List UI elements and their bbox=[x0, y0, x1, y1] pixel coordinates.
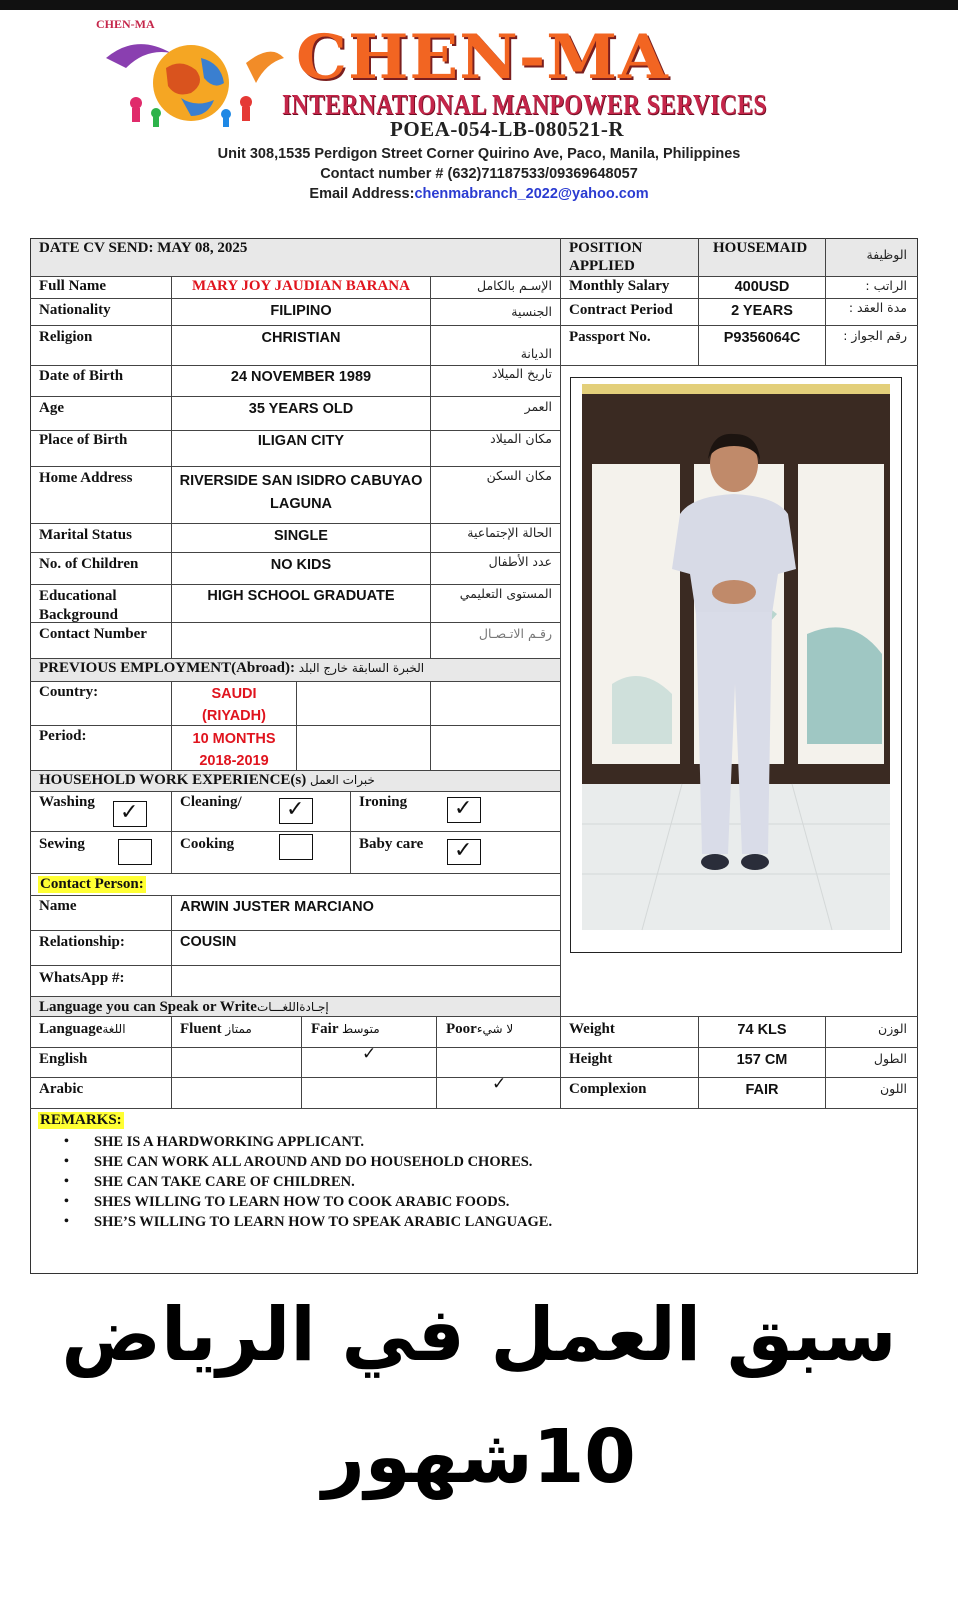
education-label: Educational Background bbox=[39, 588, 118, 623]
contract-value: 2 YEARS bbox=[731, 303, 793, 319]
sewing-label: Sewing bbox=[39, 836, 85, 852]
company-address: Unit 308,1535 Perdigon Street Corner Quirino Ave, Paco, Manila, Philippines bbox=[217, 146, 741, 162]
logo-ring-text: CHEN-MA bbox=[96, 17, 155, 31]
remarks-title: REMARKS: bbox=[40, 1112, 122, 1128]
place-of-birth-label: Place of Birth bbox=[39, 432, 128, 448]
language-title-en: Language you can Speak or Write bbox=[39, 999, 257, 1015]
fair-col-header: Fair متوسط bbox=[311, 1021, 380, 1037]
passport-value: P9356064C bbox=[723, 330, 801, 346]
full-name-value: MARY JOY JAUDIAN BARANA bbox=[192, 278, 410, 294]
children-ar: عدد الأطفال bbox=[488, 554, 552, 569]
weight-label: Weight bbox=[569, 1021, 615, 1037]
country-label: Country: bbox=[39, 684, 99, 700]
washing-checkbox[interactable]: ✓ bbox=[113, 801, 147, 827]
remark-item: • SHE CAN TAKE CARE OF CHILDREN. bbox=[64, 1172, 552, 1192]
position-applied-value: HOUSEMAID bbox=[713, 240, 808, 256]
household-title-ar: خبرات العمل bbox=[310, 773, 375, 787]
full-name-label: Full Name bbox=[39, 278, 107, 294]
company-logo-globe bbox=[96, 17, 286, 128]
date-cv-sent: DATE CV SEND: MAY 08, 2025 bbox=[39, 240, 248, 256]
contract-ar: مدة العقد : bbox=[848, 300, 907, 315]
prev-employment-title-en: PREVIOUS EMPLOYMENT(Abroad): bbox=[39, 660, 295, 676]
period-label: Period: bbox=[39, 728, 87, 744]
home-address-ar: مكان السكن bbox=[486, 468, 552, 483]
contact-person-title: Contact Person: bbox=[40, 876, 144, 892]
remark-item: • SHES WILLING TO LEARN HOW TO COOK ARABIC FOODS. bbox=[64, 1192, 552, 1212]
cooking-checkbox[interactable] bbox=[279, 834, 313, 860]
language-title-ar: إجـادةاللغـــات bbox=[256, 1000, 329, 1014]
prev-employment-title bbox=[39, 660, 424, 677]
language-title bbox=[39, 999, 329, 1016]
whatsapp-label: WhatsApp #: bbox=[39, 970, 125, 986]
footer-arabic-line-1: سبق العمل في الرياض bbox=[61, 1292, 897, 1378]
age-ar: العمر bbox=[524, 399, 552, 414]
complexion-label: Complexion bbox=[569, 1081, 647, 1097]
remarks-list bbox=[64, 1132, 552, 1232]
religion-label: Religion bbox=[39, 329, 93, 345]
sewing-checkbox[interactable] bbox=[118, 839, 152, 865]
company-email-line bbox=[0, 186, 958, 202]
arabic-row-label: Arabic bbox=[39, 1081, 84, 1097]
complexion-ar: اللون bbox=[879, 1081, 907, 1096]
education-ar: المستوى التعليمي bbox=[459, 586, 552, 601]
date-of-birth-ar: تاريخ الميلاد bbox=[491, 366, 552, 381]
weight-value: 74 KLS bbox=[737, 1022, 787, 1038]
washing-label: Washing bbox=[39, 794, 95, 810]
cleaning-checkbox[interactable]: ✓ bbox=[279, 798, 313, 824]
position-applied-ar: الوظيفة bbox=[866, 247, 907, 262]
salary-label: Monthly Salary bbox=[569, 278, 670, 294]
english-row-label: English bbox=[39, 1051, 88, 1067]
email-link[interactable]: chenmabranch_2022@yahoo.com bbox=[414, 186, 649, 202]
footer-arabic-line-2: 10شهور bbox=[322, 1414, 636, 1500]
company-brand-name: CHEN-MA bbox=[296, 21, 669, 94]
fluent-col-header: Fluent ممتاز bbox=[180, 1021, 252, 1037]
poea-license: POEA-054-LB-080521-R bbox=[390, 117, 624, 141]
marital-status-label: Marital Status bbox=[39, 527, 132, 543]
contact-name-label: Name bbox=[39, 898, 77, 914]
education-value: HIGH SCHOOL GRADUATE bbox=[207, 588, 395, 604]
country-value: SAUDI (RIYADH) bbox=[202, 686, 266, 724]
relationship-label: Relationship: bbox=[39, 934, 125, 950]
nationality-value: FILIPINO bbox=[270, 303, 332, 319]
children-label: No. of Children bbox=[39, 556, 139, 572]
place-of-birth-ar: مكان الميلاد bbox=[490, 431, 552, 446]
contact-name-value: ARWIN JUSTER MARCIANO bbox=[180, 899, 374, 915]
religion-ar: الديانة bbox=[520, 346, 552, 361]
marital-status-value: SINGLE bbox=[274, 528, 328, 544]
salary-ar: الراتب : bbox=[865, 278, 907, 293]
prev-employment-title-ar: الخبرة السابقة خارج البلد bbox=[298, 661, 425, 675]
ironing-checkbox[interactable]: ✓ bbox=[447, 797, 481, 823]
full-name-ar: الإسـم بالكامل bbox=[477, 278, 552, 293]
place-of-birth-value: ILIGAN CITY bbox=[257, 433, 345, 449]
household-title-en: HOUSEHOLD WORK EXPERIENCE(s) bbox=[39, 772, 307, 788]
children-value: NO KIDS bbox=[270, 557, 332, 573]
company-contact-number: Contact number # (632)71187533/09369648057 bbox=[320, 166, 638, 182]
height-ar: الطول bbox=[873, 1051, 907, 1066]
passport-label: Passport No. bbox=[569, 329, 651, 345]
remark-item: • SHE IS A HARDWORKING APPLICANT. bbox=[64, 1132, 552, 1152]
contract-label: Contract Period bbox=[569, 302, 673, 318]
contact-number-label: Contact Number bbox=[39, 626, 147, 642]
date-of-birth-value: 24 NOVEMBER 1989 bbox=[230, 369, 372, 385]
home-address-value: RIVERSIDE SAN ISIDRO CABUYAO LAGUNA bbox=[179, 473, 423, 512]
household-title bbox=[39, 772, 375, 789]
remark-item: • SHE’S WILLING TO LEARN HOW TO SPEAK ARABIC LANGUAGE. bbox=[64, 1212, 552, 1232]
marital-status-ar: الحالة الإجتماعية bbox=[467, 525, 552, 540]
arabic-poor-mark: ✓ bbox=[492, 1074, 507, 1094]
position-applied-label: POSITION APPLIED bbox=[569, 240, 643, 274]
salary-value: 400USD bbox=[734, 279, 790, 295]
english-fair-mark: ✓ bbox=[362, 1044, 377, 1064]
passport-ar: رقم الجواز : bbox=[843, 328, 907, 343]
baby-care-label: Baby care bbox=[359, 836, 424, 852]
ironing-label: Ironing bbox=[359, 794, 408, 810]
height-value: 157 CM bbox=[736, 1052, 788, 1068]
remark-item: • SHE CAN WORK ALL AROUND AND DO HOUSEHOLD CHORES. bbox=[64, 1152, 552, 1172]
top-black-bar bbox=[0, 0, 958, 10]
cleaning-label: Cleaning/ bbox=[180, 794, 242, 810]
religion-value: CHRISTIAN bbox=[261, 330, 341, 346]
cooking-label: Cooking bbox=[180, 836, 235, 852]
period-value: 10 MONTHS 2018-2019 bbox=[192, 731, 276, 769]
poor-col-header: Poorلا شيء bbox=[446, 1021, 514, 1037]
home-address-label: Home Address bbox=[39, 470, 133, 486]
applicant-photo bbox=[582, 384, 890, 930]
height-label: Height bbox=[569, 1051, 613, 1067]
relationship-value: COUSIN bbox=[180, 934, 237, 950]
company-subtitle: INTERNATIONAL MANPOWER SERVICES bbox=[282, 90, 767, 121]
nationality-label: Nationality bbox=[39, 302, 111, 318]
age-label: Age bbox=[39, 400, 64, 416]
nationality-ar: الجنسية bbox=[511, 304, 552, 319]
age-value: 35 YEARS OLD bbox=[248, 401, 354, 417]
email-label: Email Address: bbox=[309, 186, 415, 202]
language-col-header: Languageاللغة bbox=[39, 1021, 126, 1037]
weight-ar: الوزن bbox=[878, 1021, 907, 1036]
contact-number-ar: رقـم الاتـصـال bbox=[478, 626, 552, 641]
baby-care-checkbox[interactable]: ✓ bbox=[447, 839, 481, 865]
complexion-value: FAIR bbox=[745, 1082, 779, 1098]
date-of-birth-label: Date of Birth bbox=[39, 368, 124, 384]
